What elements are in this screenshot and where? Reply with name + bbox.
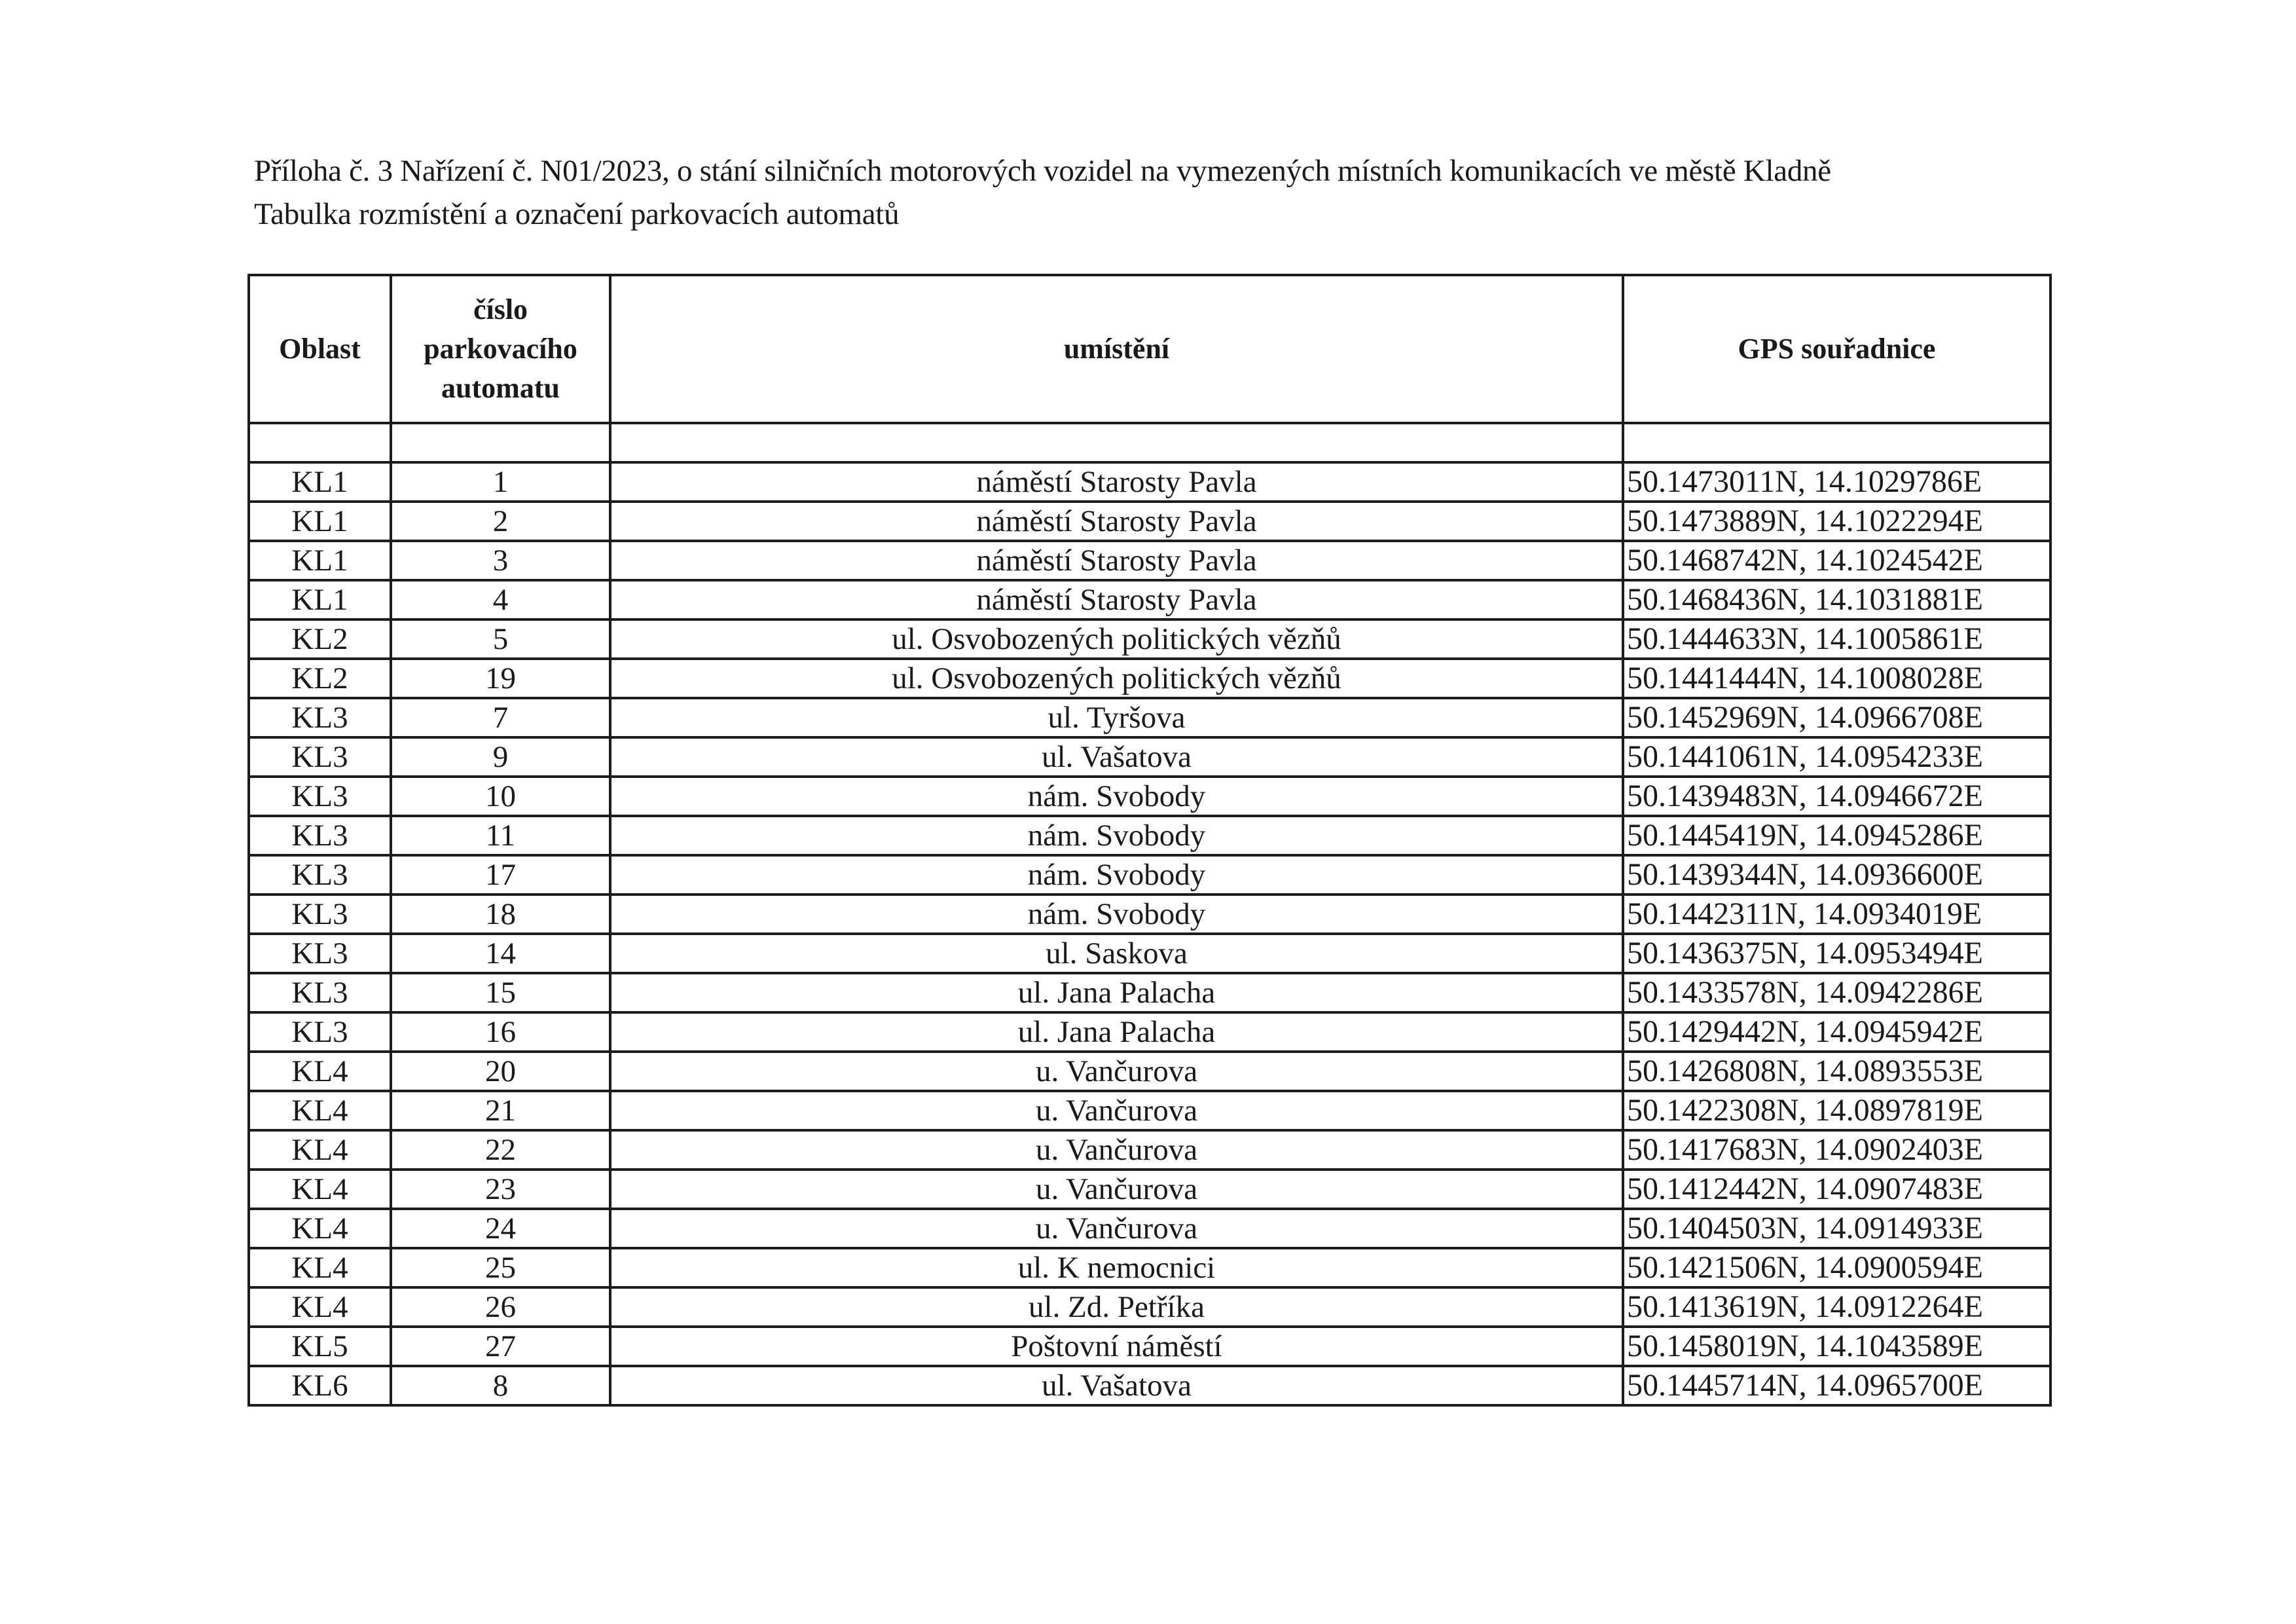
cell-location: ul. Tyršova xyxy=(610,698,1623,737)
empty-row xyxy=(249,423,2050,462)
cell-machine-number: 23 xyxy=(391,1170,610,1209)
cell-machine-number: 1 xyxy=(391,462,610,502)
cell-gps: 50.1458019N, 14.1043589E xyxy=(1623,1327,2050,1366)
cell-gps: 50.1426808N, 14.0893553E xyxy=(1623,1052,2050,1091)
cell-machine-number: 10 xyxy=(391,777,610,816)
cell-machine-number: 24 xyxy=(391,1209,610,1248)
cell-location: nám. Svobody xyxy=(610,777,1623,816)
cell-gps: 50.1404503N, 14.0914933E xyxy=(1623,1209,2050,1248)
cell-area: KL1 xyxy=(249,580,391,619)
cell-area: KL4 xyxy=(249,1287,391,1327)
cell-machine-number: 3 xyxy=(391,541,610,580)
cell-area: KL2 xyxy=(249,619,391,659)
cell-location: nám. Svobody xyxy=(610,855,1623,895)
header-machine-number-line-3: automatu xyxy=(441,372,560,404)
empty-cell xyxy=(391,423,610,462)
cell-gps: 50.1439483N, 14.0946672E xyxy=(1623,777,2050,816)
empty-cell xyxy=(1623,423,2050,462)
cell-gps: 50.1439344N, 14.0936600E xyxy=(1623,855,2050,895)
cell-gps: 50.1441444N, 14.1008028E xyxy=(1623,659,2050,698)
cell-machine-number: 25 xyxy=(391,1248,610,1287)
cell-gps: 50.1413619N, 14.0912264E xyxy=(1623,1287,2050,1327)
cell-machine-number: 9 xyxy=(391,737,610,777)
table-row xyxy=(249,1130,2050,1170)
document-heading xyxy=(254,149,1831,236)
cell-location: náměstí Starosty Pavla xyxy=(610,462,1623,502)
table-row xyxy=(249,934,2050,973)
cell-machine-number: 14 xyxy=(391,934,610,973)
table-row xyxy=(249,1209,2050,1248)
table-row xyxy=(249,1248,2050,1287)
cell-machine-number: 11 xyxy=(391,816,610,855)
cell-gps: 50.1473889N, 14.1022294E xyxy=(1623,502,2050,541)
table-row xyxy=(249,541,2050,580)
cell-machine-number: 17 xyxy=(391,855,610,895)
table-row xyxy=(249,1327,2050,1366)
cell-area: KL3 xyxy=(249,777,391,816)
cell-area: KL4 xyxy=(249,1091,391,1130)
cell-location: u. Vančurova xyxy=(610,1170,1623,1209)
cell-location: náměstí Starosty Pavla xyxy=(610,502,1623,541)
table-row xyxy=(249,462,2050,502)
cell-location: nám. Svobody xyxy=(610,816,1623,855)
cell-machine-number: 26 xyxy=(391,1287,610,1327)
cell-machine-number: 7 xyxy=(391,698,610,737)
header-machine-number-line-2: parkovacího xyxy=(424,333,577,365)
cell-gps: 50.1473011N, 14.1029786E xyxy=(1623,462,2050,502)
cell-area: KL5 xyxy=(249,1327,391,1366)
cell-machine-number: 21 xyxy=(391,1091,610,1130)
cell-machine-number: 15 xyxy=(391,973,610,1012)
cell-gps: 50.1445419N, 14.0945286E xyxy=(1623,816,2050,855)
table-row xyxy=(249,1170,2050,1209)
cell-gps: 50.1468436N, 14.1031881E xyxy=(1623,580,2050,619)
parking-machines-table xyxy=(247,274,2052,1407)
cell-gps: 50.1422308N, 14.0897819E xyxy=(1623,1091,2050,1130)
cell-location: náměstí Starosty Pavla xyxy=(610,541,1623,580)
table-row xyxy=(249,855,2050,895)
cell-location: u. Vančurova xyxy=(610,1209,1623,1248)
cell-gps: 50.1412442N, 14.0907483E xyxy=(1623,1170,2050,1209)
cell-area: KL3 xyxy=(249,698,391,737)
cell-machine-number: 20 xyxy=(391,1052,610,1091)
cell-area: KL6 xyxy=(249,1366,391,1405)
table-row xyxy=(249,777,2050,816)
cell-location: ul. Osvobozených politických vězňů xyxy=(610,619,1623,659)
table-row xyxy=(249,502,2050,541)
cell-location: ul. Vašatova xyxy=(610,737,1623,777)
empty-cell xyxy=(610,423,1623,462)
table-row xyxy=(249,973,2050,1012)
table-row xyxy=(249,1287,2050,1327)
table-header-row xyxy=(249,275,2050,423)
table-row xyxy=(249,659,2050,698)
header-gps: GPS souřadnice xyxy=(1623,275,2050,423)
cell-area: KL3 xyxy=(249,1012,391,1052)
table-row xyxy=(249,619,2050,659)
cell-location: u. Vančurova xyxy=(610,1052,1623,1091)
cell-area: KL3 xyxy=(249,973,391,1012)
cell-area: KL3 xyxy=(249,895,391,934)
header-location: umístění xyxy=(610,275,1623,423)
cell-area: KL3 xyxy=(249,816,391,855)
cell-gps: 50.1452969N, 14.0966708E xyxy=(1623,698,2050,737)
cell-location: ul. K nemocnici xyxy=(610,1248,1623,1287)
cell-gps: 50.1417683N, 14.0902403E xyxy=(1623,1130,2050,1170)
cell-machine-number: 22 xyxy=(391,1130,610,1170)
cell-gps: 50.1436375N, 14.0953494E xyxy=(1623,934,2050,973)
cell-location: ul. Osvobozených politických vězňů xyxy=(610,659,1623,698)
cell-area: KL4 xyxy=(249,1209,391,1248)
cell-area: KL3 xyxy=(249,855,391,895)
cell-area: KL4 xyxy=(249,1130,391,1170)
cell-machine-number: 2 xyxy=(391,502,610,541)
cell-location: ul. Vašatova xyxy=(610,1366,1623,1405)
document-title: Příloha č. 3 Nařízení č. N01/2023, o stání silničních motorových vozidel na vymezených místních komunikacích ve městě Kladně xyxy=(254,154,1831,188)
cell-machine-number: 19 xyxy=(391,659,610,698)
document-subtitle: Tabulka rozmístění a označení parkovacích automatů xyxy=(254,197,900,231)
cell-gps: 50.1468742N, 14.1024542E xyxy=(1623,541,2050,580)
table-row xyxy=(249,895,2050,934)
cell-area: KL1 xyxy=(249,462,391,502)
cell-area: KL4 xyxy=(249,1248,391,1287)
cell-gps: 50.1433578N, 14.0942286E xyxy=(1623,973,2050,1012)
header-machine-number-line-1: číslo xyxy=(473,293,528,325)
cell-machine-number: 4 xyxy=(391,580,610,619)
cell-machine-number: 8 xyxy=(391,1366,610,1405)
table-row xyxy=(249,1052,2050,1091)
cell-machine-number: 16 xyxy=(391,1012,610,1052)
empty-cell xyxy=(249,423,391,462)
cell-gps: 50.1444633N, 14.1005861E xyxy=(1623,619,2050,659)
header-area: Oblast xyxy=(249,275,391,423)
table-row xyxy=(249,737,2050,777)
cell-location: u. Vančurova xyxy=(610,1130,1623,1170)
cell-area: KL4 xyxy=(249,1170,391,1209)
cell-location: ul. Jana Palacha xyxy=(610,1012,1623,1052)
cell-area: KL2 xyxy=(249,659,391,698)
cell-gps: 50.1421506N, 14.0900594E xyxy=(1623,1248,2050,1287)
cell-gps: 50.1441061N, 14.0954233E xyxy=(1623,737,2050,777)
header-machine-number xyxy=(391,275,610,423)
cell-machine-number: 18 xyxy=(391,895,610,934)
table-body xyxy=(249,423,2050,1405)
cell-gps: 50.1429442N, 14.0945942E xyxy=(1623,1012,2050,1052)
cell-location: u. Vančurova xyxy=(610,1091,1623,1130)
cell-area: KL1 xyxy=(249,502,391,541)
cell-location: ul. Jana Palacha xyxy=(610,973,1623,1012)
table-row xyxy=(249,1012,2050,1052)
table-row xyxy=(249,580,2050,619)
table-row xyxy=(249,816,2050,855)
cell-gps: 50.1442311N, 14.0934019E xyxy=(1623,895,2050,934)
cell-area: KL1 xyxy=(249,541,391,580)
table-row xyxy=(249,1091,2050,1130)
cell-machine-number: 5 xyxy=(391,619,610,659)
cell-machine-number: 27 xyxy=(391,1327,610,1366)
cell-location: ul. Saskova xyxy=(610,934,1623,973)
table-row xyxy=(249,1366,2050,1405)
cell-area: KL4 xyxy=(249,1052,391,1091)
cell-location: nám. Svobody xyxy=(610,895,1623,934)
cell-area: KL3 xyxy=(249,737,391,777)
cell-location: ul. Zd. Petříka xyxy=(610,1287,1623,1327)
cell-location: Poštovní náměstí xyxy=(610,1327,1623,1366)
cell-area: KL3 xyxy=(249,934,391,973)
cell-gps: 50.1445714N, 14.0965700E xyxy=(1623,1366,2050,1405)
cell-location: náměstí Starosty Pavla xyxy=(610,580,1623,619)
table-row xyxy=(249,698,2050,737)
